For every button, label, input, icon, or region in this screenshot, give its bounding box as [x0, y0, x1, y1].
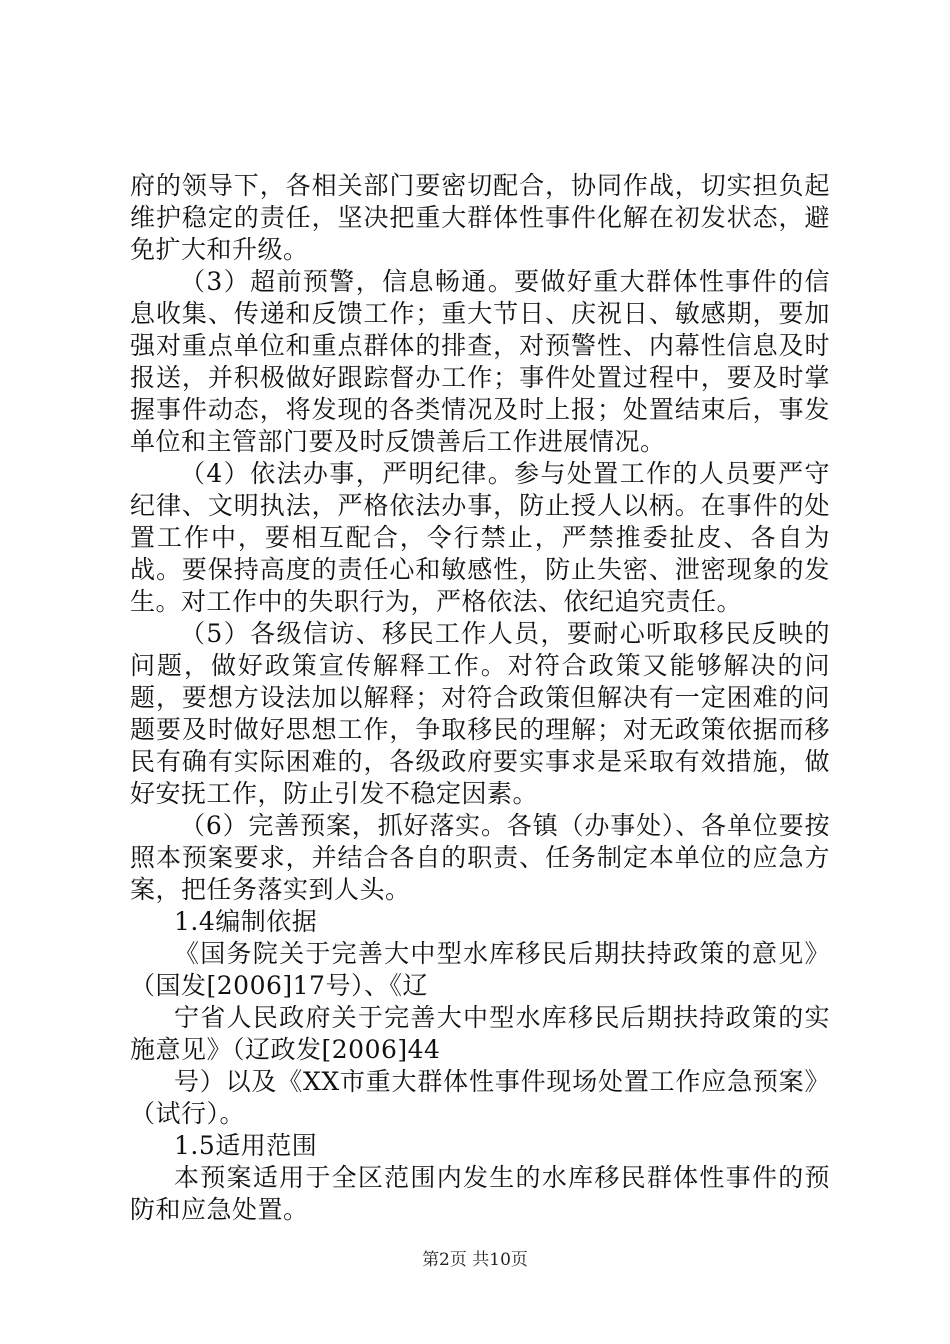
paragraph-scope: 本预案适用于全区范围内发生的水库移民群体性事件的预防和应急处置。: [130, 1163, 830, 1224]
paragraph-item-4: （4）依法办事，严明纪律。参与处置工作的人员要严守纪律、文明执法，严格依法办事，防止授人以柄。在事件的处置工作中，要相互配合，令行禁止，严禁推委扯皮、各自为战。要保持高度的责任心和敏感性，防止失密、泄密现象的发生。对工作中的失职行为，严格依法、依纪追究责任。: [130, 459, 830, 616]
section-heading-1-5: 1.5适用范围: [174, 1131, 318, 1160]
document-body: [130, 170, 830, 1226]
section-heading-1-4: 1.4编制依据: [174, 907, 318, 936]
paragraph-item-3: （3）超前预警，信息畅通。要做好重大群体性事件的信息收集、传递和反馈工作；重大节日、庆祝日、敏感期，要加强对重点单位和重点群体的排查，对预警性、内幕性信息及时报送，并积极做好跟踪督办工作；事件处置过程中，要及时掌握事件动态，将发现的各类情况及时上报；处置结束后，事发单位和主管部门要及时反馈善后工作进展情况。: [130, 267, 830, 456]
paragraph-item-6: （6）完善预案，抓好落实。各镇（办事处）、各单位要按照本预案要求，并结合各自的职责、任务制定本单位的应急方案，把任务落实到人头。: [130, 811, 830, 904]
paragraph-basis-1: 《国务院关于完善大中型水库移民后期扶持政策的意见》（国发[2006]17号）、《辽: [130, 939, 830, 1000]
page-number-footer: 第2页 共10页: [422, 1250, 528, 1270]
paragraph-continuation: 府的领导下，各相关部门要密切配合，协同作战，切实担负起维护稳定的责任，坚决把重大群体性事件化解在初发状态，避免扩大和升级。: [130, 171, 830, 264]
paragraph-basis-2: 宁省人民政府关于完善大中型水库移民后期扶持政策的实施意见》（辽政发[2006]44: [130, 1003, 830, 1064]
paragraph-basis-3: 号）以及《XX市重大群体性事件现场处置工作应急预案》（试行）。: [130, 1067, 830, 1128]
paragraph-item-5: （5）各级信访、移民工作人员，要耐心听取移民反映的问题，做好政策宣传解释工作。对符合政策又能够解决的问题，要想方设法加以解释；对符合政策但解决有一定困难的问题要及时做好思想工作，争取移民的理解；对无政策依据而移民有确有实际困难的，各级政府要实事求是采取有效措施，做好安抚工作，防止引发不稳定因素。: [130, 619, 830, 808]
